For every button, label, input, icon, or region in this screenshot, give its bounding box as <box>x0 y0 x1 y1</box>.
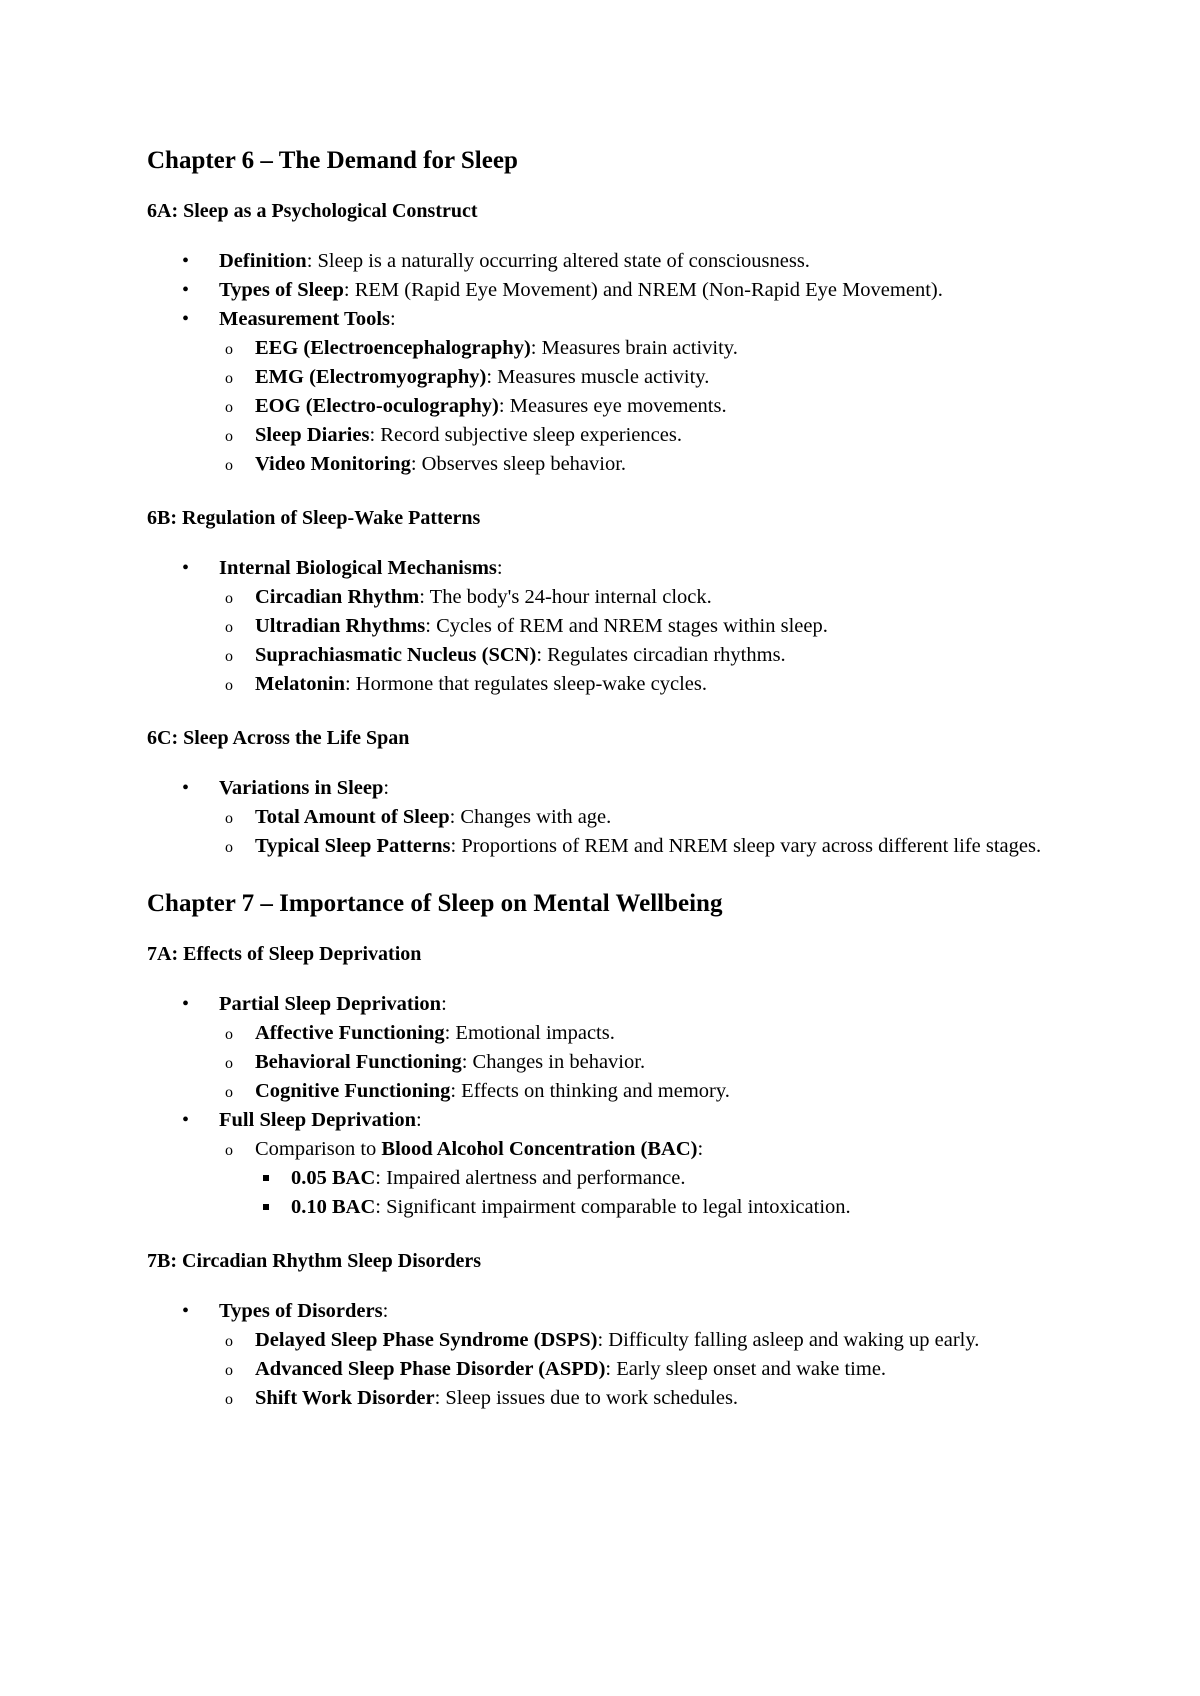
partial-sublist <box>219 1019 1107 1106</box>
list-item <box>219 363 1107 392</box>
list-item <box>219 1355 1107 1384</box>
description: : Measures brain activity. <box>530 337 738 359</box>
description: : The body's 24-hour internal clock. <box>419 586 712 608</box>
list-item <box>147 276 1107 305</box>
list-item <box>219 421 1107 450</box>
list-item <box>219 334 1107 363</box>
term: Melatonin <box>255 673 345 695</box>
section-6c-list <box>147 774 1107 861</box>
description: : Cycles of REM and NREM stages within sleep. <box>425 615 828 637</box>
description: : <box>416 1109 422 1131</box>
description: : Record subjective sleep experiences. <box>369 424 682 446</box>
description: : Proportions of REM and NREM sleep vary across different life stages. <box>450 835 1042 857</box>
description: : Observes sleep behavior. <box>410 453 627 475</box>
term: Variations in Sleep <box>219 777 384 799</box>
term: Advanced Sleep Phase Disorder (ASPD) <box>255 1358 606 1380</box>
description: : Measures muscle activity. <box>486 366 710 388</box>
description: : Measures eye movements. <box>498 395 727 417</box>
document-page <box>147 143 1107 1413</box>
list-item <box>147 554 1107 699</box>
list-item <box>147 247 1107 276</box>
term: Internal Biological Mechanisms <box>219 557 497 579</box>
disorders-sublist <box>219 1326 1107 1413</box>
section-7a-list <box>147 990 1107 1222</box>
term: 0.10 BAC <box>291 1196 376 1218</box>
list-item <box>219 1077 1107 1106</box>
description: : Emotional impacts. <box>444 1022 615 1044</box>
term: Measurement Tools <box>219 308 391 330</box>
term: Video Monitoring <box>255 453 411 475</box>
term: Typical Sleep Patterns <box>255 835 451 857</box>
list-item <box>219 803 1107 832</box>
list-item <box>219 670 1107 699</box>
description: : Impaired alertness and performance. <box>375 1167 686 1189</box>
term: Affective Functioning <box>255 1022 445 1044</box>
description: : Regulates circadian rhythms. <box>536 644 786 666</box>
description: : Effects on thinking and memory. <box>450 1080 730 1102</box>
description: : Sleep is a naturally occurring altered state of consciousness. <box>306 250 810 272</box>
description: : REM (Rapid Eye Movement) and NREM (Non-Rapid Eye Movement). <box>343 279 943 301</box>
list-item <box>219 832 1107 861</box>
term: Full Sleep Deprivation <box>219 1109 417 1131</box>
term: Suprachiasmatic Nucleus (SCN) <box>255 644 537 666</box>
term: Blood Alcohol Concentration (BAC) <box>381 1138 698 1160</box>
list-item <box>219 1326 1107 1355</box>
list-item <box>219 583 1107 612</box>
description: : <box>496 557 503 579</box>
list-item <box>219 1135 1107 1222</box>
term: EEG (Electroencephalography) <box>255 337 531 359</box>
section-6b-list <box>147 554 1107 699</box>
list-item <box>147 1106 1107 1222</box>
section-7b-list <box>147 1297 1107 1413</box>
mechanisms-sublist <box>219 583 1107 699</box>
description: : Early sleep onset and wake time. <box>605 1358 887 1380</box>
list-item <box>147 305 1107 479</box>
list-item <box>147 990 1107 1106</box>
term: Circadian Rhythm <box>255 586 420 608</box>
term: Cognitive Functioning <box>255 1080 451 1102</box>
list-item <box>147 1297 1107 1413</box>
variations-sublist <box>219 803 1107 861</box>
term: Delayed Sleep Phase Syndrome (DSPS) <box>255 1329 598 1351</box>
list-item <box>255 1193 1107 1222</box>
description: : <box>697 1138 704 1160</box>
list-item <box>219 1048 1107 1077</box>
term: Sleep Diaries <box>255 424 370 446</box>
full-sublist <box>219 1135 1107 1222</box>
description: : Significant impairment comparable to legal intoxication. <box>375 1196 851 1218</box>
section-6c-heading: 6C: Sleep Across the Life Span <box>147 727 410 749</box>
term: Partial Sleep Deprivation <box>219 993 442 1015</box>
term: Shift Work Disorder <box>255 1387 435 1409</box>
term: Ultradian Rhythms <box>255 615 426 637</box>
description: : <box>390 308 396 330</box>
list-item <box>219 1384 1107 1413</box>
term: Types of Disorders <box>219 1300 383 1322</box>
description: : Hormone that regulates sleep-wake cycles. <box>344 673 707 695</box>
description: : Sleep issues due to work schedules. <box>434 1387 739 1409</box>
list-item <box>255 1164 1107 1193</box>
bac-sublist <box>255 1164 1107 1222</box>
list-item <box>219 641 1107 670</box>
term: EMG (Electromyography) <box>255 366 487 388</box>
description: : <box>383 777 390 799</box>
section-6b-heading: 6B: Regulation of Sleep-Wake Patterns <box>147 507 481 529</box>
description: : <box>382 1300 389 1322</box>
term: Definition <box>219 250 307 272</box>
term: EOG (Electro-oculography) <box>255 395 499 417</box>
list-item <box>219 450 1107 479</box>
section-7b-heading: 7B: Circadian Rhythm Sleep Disorders <box>147 1250 482 1272</box>
tools-sublist <box>219 334 1107 479</box>
description: : Difficulty falling asleep and waking up early. <box>597 1329 980 1351</box>
description: : Changes with age. <box>449 806 612 828</box>
description: : Changes in behavior. <box>461 1051 646 1073</box>
description: Comparison to <box>255 1138 382 1160</box>
section-7a-heading: 7A: Effects of Sleep Deprivation <box>147 943 422 965</box>
chapter-7-title: Chapter 7 – Importance of Sleep on Mental Wellbeing <box>147 890 723 917</box>
list-item <box>219 392 1107 421</box>
list-item <box>219 612 1107 641</box>
section-6a-list <box>147 247 1107 479</box>
list-item <box>147 774 1107 861</box>
term: Behavioral Functioning <box>255 1051 462 1073</box>
section-6a-heading: 6A: Sleep as a Psychological Construct <box>147 200 478 222</box>
term: Types of Sleep <box>219 279 344 301</box>
chapter-6-title: Chapter 6 – The Demand for Sleep <box>147 147 518 174</box>
term: Total Amount of Sleep <box>255 806 450 828</box>
description: : <box>441 993 447 1015</box>
list-item <box>219 1019 1107 1048</box>
term: 0.05 BAC <box>291 1167 376 1189</box>
